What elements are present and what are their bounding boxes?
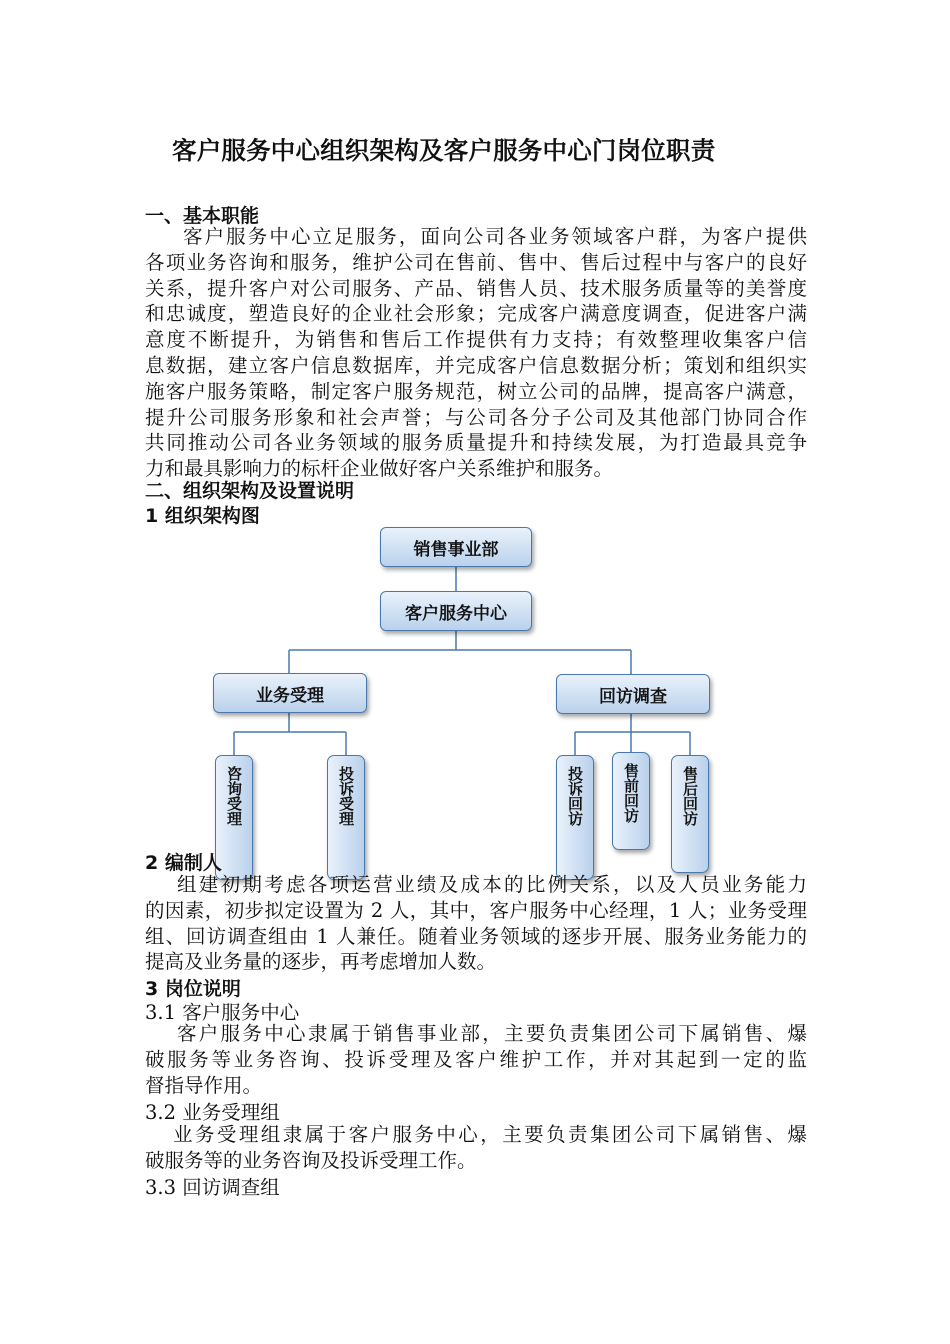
paragraph-line: 组、回访调查组由 1 人兼任。随着业务领域的逐步开展、服务业务能力的 bbox=[145, 924, 807, 948]
section-2-2-body bbox=[145, 872, 807, 975]
paragraph-line: 各项业务咨询和服务，维护公司在售前、售中、售后过程中与客户的良好 bbox=[145, 250, 807, 274]
section-3-heading: 3 岗位说明 bbox=[145, 978, 241, 1000]
paragraph-line: 共同推动公司各业务领域的服务质量提升和持续发展，为打造最具竞争 bbox=[145, 431, 807, 455]
section-3-2-heading: 3.2 业务受理组 bbox=[145, 1101, 280, 1124]
paragraph-line: 力和最具影响力的标杆企业做好客户关系维护和服务。 bbox=[145, 457, 614, 481]
paragraph-line: 和忠诚度，塑造良好的企业社会形象；完成客户满意度调查，促进客户满 bbox=[145, 302, 807, 326]
paragraph-line: 提升公司服务形象和社会声誉；与公司各分子公司及其他部门协同合作 bbox=[145, 405, 807, 429]
section-3-3-heading: 3.3 回访调查组 bbox=[145, 1176, 280, 1199]
section-3-1-body bbox=[145, 1021, 807, 1098]
org-node-customer-service-center: 客户服务中心 bbox=[380, 591, 532, 631]
paragraph-line: 施客户服务策略，制定客户服务规范，树立公司的品牌，提高客户满意， bbox=[145, 379, 807, 403]
paragraph-line: 业务受理组隶属于客户服务中心，主要负责集团公司下属销售、爆 bbox=[173, 1123, 807, 1146]
paragraph-line: 提高及业务量的逐步，再考虑增加人数。 bbox=[145, 950, 497, 974]
section-2-heading: 二、组织架构及设置说明 bbox=[145, 480, 355, 502]
org-node-return-visit-survey: 回访调查 bbox=[556, 674, 710, 714]
section-3-2-body bbox=[145, 1122, 807, 1174]
page-title: 客户服务中心组织架构及客户服务中心门岗位职责 bbox=[172, 136, 716, 165]
paragraph-line: 客户服务中心隶属于销售事业部，主要负责集团公司下属销售、爆 bbox=[177, 1022, 807, 1045]
org-node-complaint-acceptance: 投诉受理 bbox=[327, 755, 365, 880]
org-node-presales-return-visit: 售前回访 bbox=[612, 752, 650, 850]
paragraph-line: 的因素，初步拟定设置为 2 人，其中，客户服务中心经理，1 人；业务受理 bbox=[145, 898, 807, 922]
org-node-business-acceptance: 业务受理 bbox=[213, 673, 367, 713]
paragraph-line: 意度不断提升，为销售和售后工作提供有力支持；有效整理收集客户信 bbox=[145, 328, 807, 352]
paragraph-line: 破服务等的业务咨询及投诉受理工作。 bbox=[145, 1148, 477, 1172]
org-node-consultation-acceptance: 咨询受理 bbox=[215, 755, 253, 880]
section-2-2-heading: 2 编制人 bbox=[145, 852, 222, 874]
section-1-heading: 一、基本职能 bbox=[145, 205, 260, 227]
paragraph-line: 关系，提升客户对公司服务、产品、销售人员、技术服务质量等的美誉度 bbox=[145, 276, 807, 300]
paragraph-line: 息数据，建立客户信息数据库，并完成客户信息数据分析；策划和组织实 bbox=[145, 353, 807, 377]
section-3-1-heading: 3.1 客户服务中心 bbox=[145, 1001, 300, 1024]
paragraph-line: 督指导作用。 bbox=[145, 1073, 263, 1097]
org-node-complaint-return-visit: 投诉回访 bbox=[556, 755, 594, 880]
section-1-body bbox=[145, 224, 807, 482]
section-2-1-heading: 1 组织架构图 bbox=[145, 505, 260, 527]
paragraph-line: 破服务等业务咨询、投诉受理及客户维护工作，并对其起到一定的监 bbox=[145, 1047, 807, 1071]
paragraph-line: 组建初期考虑各项运营业绩及成本的比例关系，以及人员业务能力 bbox=[177, 873, 807, 896]
org-node-aftersales-return-visit: 售后回访 bbox=[671, 755, 709, 873]
paragraph-line: 客户服务中心立足服务，面向公司各业务领域客户群，为客户提供 bbox=[183, 225, 807, 248]
org-node-sales-division: 销售事业部 bbox=[380, 527, 532, 567]
